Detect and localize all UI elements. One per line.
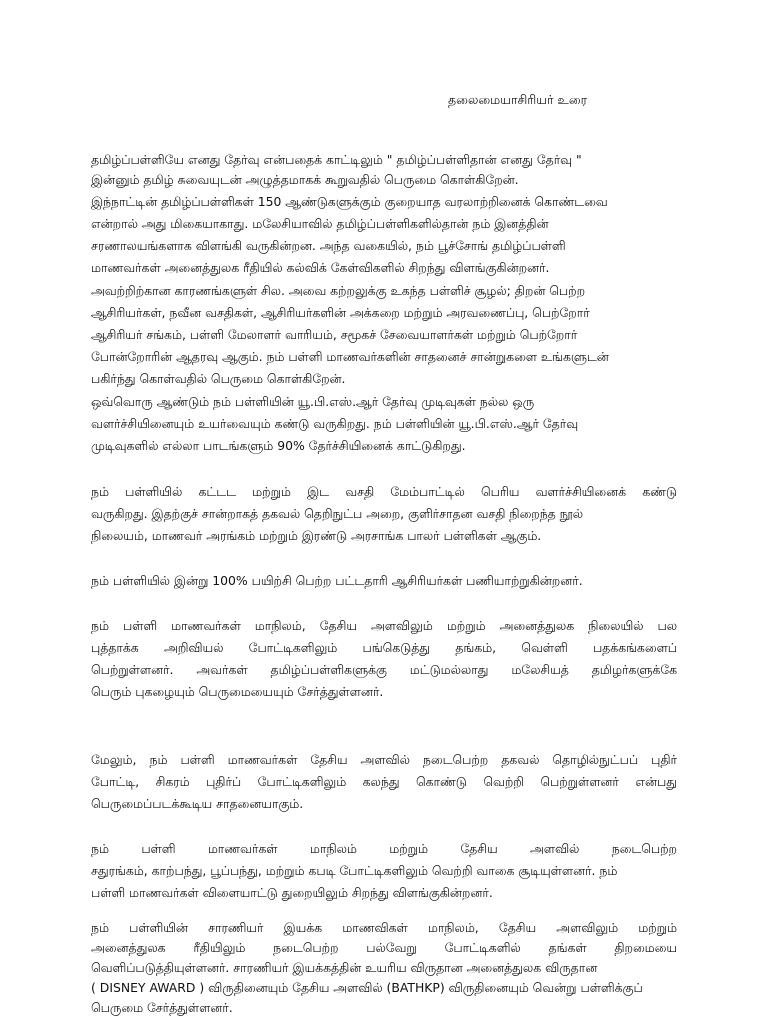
text-line: மேலும், நம் பள்ளி மாணவர்கள் தேசிய அளவில் நடைபெற்ற தகவல் தொழில்நுட்பப் புதிர் xyxy=(91,752,677,767)
text-line: நம் பள்ளியின் சாரணியர் இயக்க மாணவிகள் மாநிலம், தேசிய அளவிலும் மற்றும் xyxy=(91,920,677,935)
text-line: அனைத்துலக ரீதியிலும் நடைபெற்ற பல்வேறு போட்டிகளில் தங்கள் திறமையை xyxy=(91,940,677,955)
text-line: பெரும் புகழையும் பெருமையையும் சேர்த்துள்ளனர். xyxy=(91,684,384,699)
text-line: தமிழ்ப்பள்ளியே எனது தேர்வு என்பதைக் காட்டிலும் " தமிழ்ப்பள்ளிதான் எனது தேர்வு " xyxy=(91,152,582,167)
text-line: இந்நாட்டின் தமிழ்ப்பள்ளிகள் 150 ஆண்டுகளுக்கும் குறையாத வரலாற்றினைக் கொண்டவை xyxy=(91,194,608,209)
document-title: தலைமையாசிரியர் உரை xyxy=(448,92,588,107)
text-line: போட்டி, சிகரம் புதிர்ப் போட்டிகளிலும் கலந்து கொண்டு வெற்றி பெற்றுள்ளனர் என்பது xyxy=(91,774,677,789)
text-line: ஒவ்வொரு ஆண்டும் நம் பள்ளியின் யூ.பி.எஸ்.ஆர் தேர்வு முடிவுகள் நல்ல ஒரு xyxy=(91,394,535,409)
text-line: பெற்றுள்ளனர். அவர்கள் தமிழ்ப்பள்ளிகளுக்கு மட்டுமல்லாது மலேசியத் தமிழர்களுக்கே xyxy=(91,662,677,677)
text-line: என்றால் அது மிகையாகாது. மலேசியாவில் தமிழ்ப்பள்ளிகளில்தான் நம் இனத்தின் xyxy=(91,216,549,231)
text-line: மாணவர்கள் அனைத்துலக ரீதியில் கல்விக் கேள்விகளில் சிறந்து விளங்குகின்றனர். xyxy=(91,260,550,275)
text-line: வெளிப்படுத்தியுள்ளனர். சாரணியர் இயக்கத்தின் உயரிய விருதான அனைத்துலக விருதான xyxy=(91,960,598,975)
text-line: அவற்றிற்கான காரணங்களுள் சில. அவை கற்றலுக்கு உகந்த பள்ளிச் சூழல்; திறன் பெற்ற xyxy=(91,283,586,298)
text-line: நம் பள்ளியில் இன்று 100% பயிற்சி பெற்ற பட்டதாரி ஆசிரியர்கள் பணியாற்றுகின்றனர். xyxy=(91,573,583,588)
text-line: வருகிறது. இதற்குச் சான்றாகத் தகவல் தெறிநுட்ப அறை, குளிர்சாதன வசதி நிறைந்த நூல் xyxy=(91,506,583,521)
text-line: போன்றோரின் ஆதரவு ஆகும். நம் பள்ளி மாணவர்களின் சாதனைச் சான்றுகளை உங்களுடன் xyxy=(91,349,609,364)
text-line: ( DISNEY AWARD ) விருதினையும் தேசிய அளவில் (BATHKP) விருதினையும் வென்று பள்ளிக்குப் xyxy=(91,980,643,995)
text-line: நம் பள்ளி மாணவர்கள் மாநிலம், தேசிய அளவிலும் மற்றும் அனைத்துலக நிலையில் பல xyxy=(91,618,677,633)
text-line: பகிர்ந்து கொள்வதில் பெருமை கொள்கிறேன். xyxy=(91,371,346,386)
text-line: வளர்ச்சியினையும் உயர்வையும் கண்டு வருகிறது. நம் பள்ளியின் யூ.பி.எஸ்.ஆர் தேர்வு xyxy=(91,416,579,431)
text-line: நிலையம், மாணவர் அரங்கம் மற்றும் இரண்டு அரசாங்க பாலர் பள்ளிகள் ஆகும். xyxy=(91,528,542,543)
text-line: பெருமைப்படக்கூடிய சாதனையாகும். xyxy=(91,796,304,811)
text-line: சதுரங்கம், காற்பந்து, பூப்பந்து, மற்றும் கபடி போட்டிகளிலும் வெற்றி வாகை சூடியுள்ளனர். நம் xyxy=(91,863,618,878)
text-line: புத்தாக்க அறிவியல் போட்டிகளிலும் பங்கெடுத்து தங்கம், வெள்ளி பதக்கங்களைப் xyxy=(91,640,677,655)
text-line: பெருமை சேர்த்துள்ளனர். xyxy=(91,1000,233,1015)
text-line: சரணாலயங்களாக விளங்கி வருகின்றன. அந்த வகையில், நம் பூச்சோங் தமிழ்ப்பள்ளி xyxy=(91,238,566,253)
text-line: ஆசிரியர்கள், நவீன வசதிகள், ஆசிரியர்களின் அக்கறை மற்றும் அரவணைப்பு, பெற்றோர் xyxy=(91,305,590,320)
text-line: முடிவுகளில் எல்லா பாடங்களும் 90% தேர்ச்சியினைக் காட்டுகிறது. xyxy=(91,438,466,453)
text-line: நம் பள்ளி மாணவர்கள் மாநிலம் மற்றும் தேசிய அளவில் நடைபெற்ற xyxy=(91,841,677,856)
text-line: பள்ளி மாணவர்கள் விளையாட்டு துறையிலும் சிறந்து விளங்குகின்றனர். xyxy=(91,885,493,900)
text-line: நம் பள்ளியில் கட்டட மற்றும் இட வசதி மேம்பாட்டில் பெரிய வளர்ச்சியினைக் கண்டு xyxy=(91,484,677,499)
text-line: இன்னும் தமிழ் சுவையுடன் அழுத்தமாகக் கூறுவதில் பெருமை கொள்கிறேன். xyxy=(91,172,519,187)
text-line: ஆசிரியர் சங்கம், பள்ளி மேலாளர் வாரியம், சமூகச் சேவையாளர்கள் மற்றும் பெற்றோர் xyxy=(91,327,578,342)
